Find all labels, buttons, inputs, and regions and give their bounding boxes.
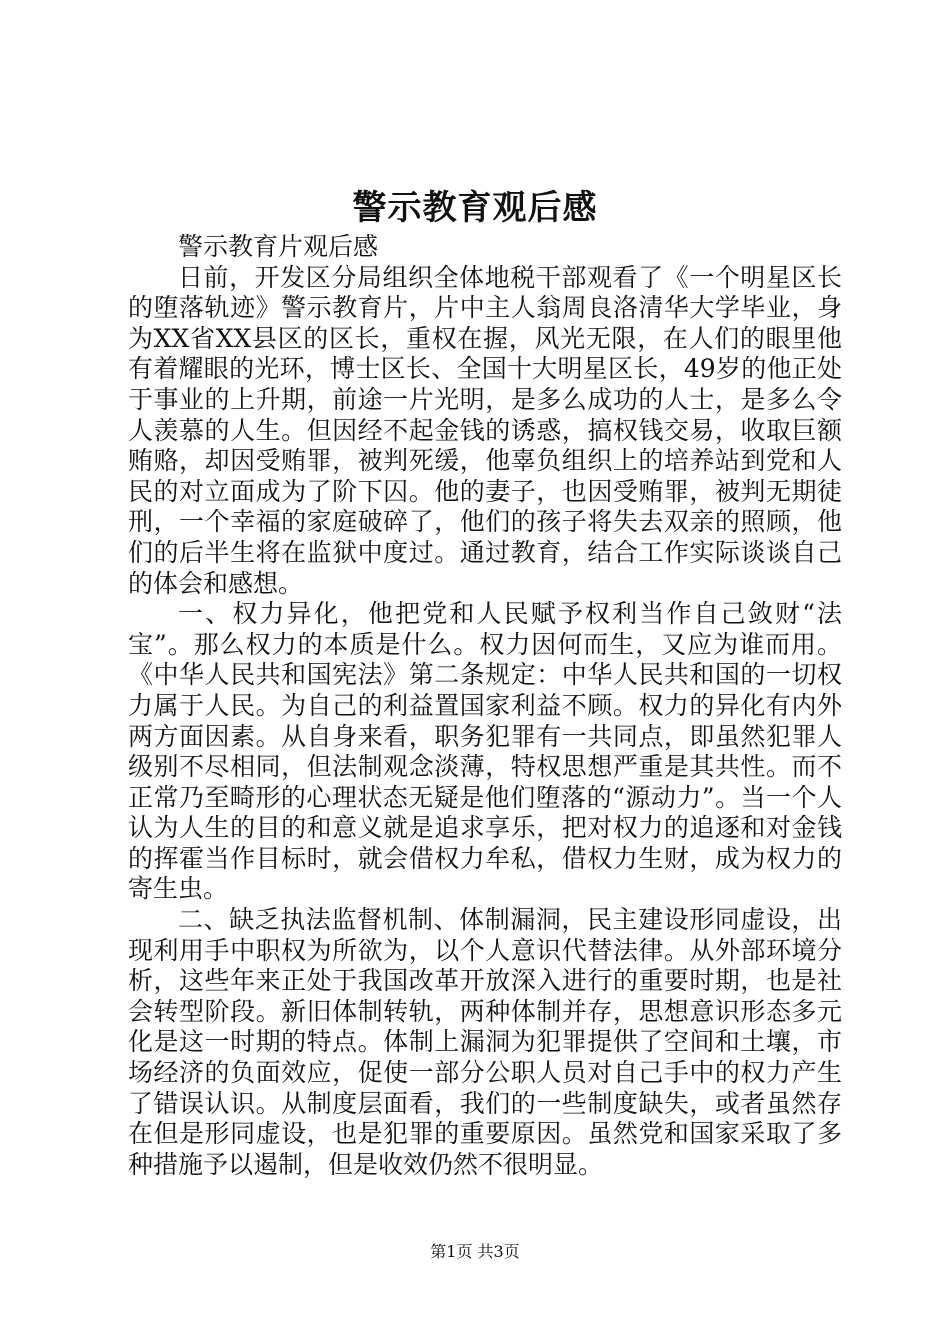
paragraph-section-1: 一、权力异化，他把党和人民赋予权利当作自己敛财“法宝”。那么权力的本质是什么。权力因何而生，又应为谁而用。《中华人民共和国宪法》第二条规定：中华人民共和国的一切权力属于人民。为自己的利益置国家利益不顾。权力的异化有内外两方面因素。从自身来看，职务犯罪有一共同点，即虽然犯罪人级别不尽相同，但法制观念淡薄，特权思想严重是其共性。而不正常乃至畸形的心理状态无疑是他们堕落的“源动力”。当一个人认为人生的目的和意义就是追求享乐，把对权力的追逐和对金钱的挥霍当作目标时，就会借权力牟私，借权力生财，成为权力的寄生虫。: [128, 599, 842, 904]
document-title: 警示教育观后感: [352, 188, 598, 228]
paragraph-section-2: 二、缺乏执法监督机制、体制漏洞，民主建设形同虚设，出现利用手中职权为所欲为，以个人意识代替法律。从外部环境分析，这些年来正处于我国改革开放深入进行的重要时期，也是社会转型阶段。新旧体制转轨，两种体制并存，思想意识形态多元化是这一时期的特点。体制上漏洞为犯罪提供了空间和土壤，市场经济的负面效应，促使一部分公职人员对自己手中的权力产生了错误认识。从制度层面看，我们的一些制度缺失，或者虽然存在但是形同虚设，也是犯罪的重要原因。虽然党和国家采取了多种措施予以遏制，但是收效仍然不很明显。: [128, 905, 842, 1179]
paragraph-subtitle: 警示教育片观后感: [178, 232, 379, 261]
page-footer: 第1页 共3页: [430, 1242, 520, 1261]
document-body: [128, 232, 842, 1180]
paragraph-intro: 日前，开发区分局组织全体地税干部观看了《一个明星区长的堕落轨迹》警示教育片，片中主人翁周良洛清华大学毕业，身为XX省XX县区的区长，重权在握，风光无限，在人们的眼里他有着耀眼的光环，博士区长、全国十大明星区长，49岁的他正处于事业的上升期，前途一片光明，是多么成功的人士，是多么令人羡慕的人生。但因经不起金钱的诱惑，搞权钱交易，收取巨额贿赂，却因受贿罪，被判死缓，他辜负组织上的培养站到党和人民的对立面成为了阶下囚。他的妻子，也因受贿罪，被判无期徒刑，一个幸福的家庭破碎了，他们的孩子将失去双亲的照顾，他们的后半生将在监狱中度过。通过教育，结合工作实际谈谈自己的体会和感想。: [128, 262, 842, 598]
